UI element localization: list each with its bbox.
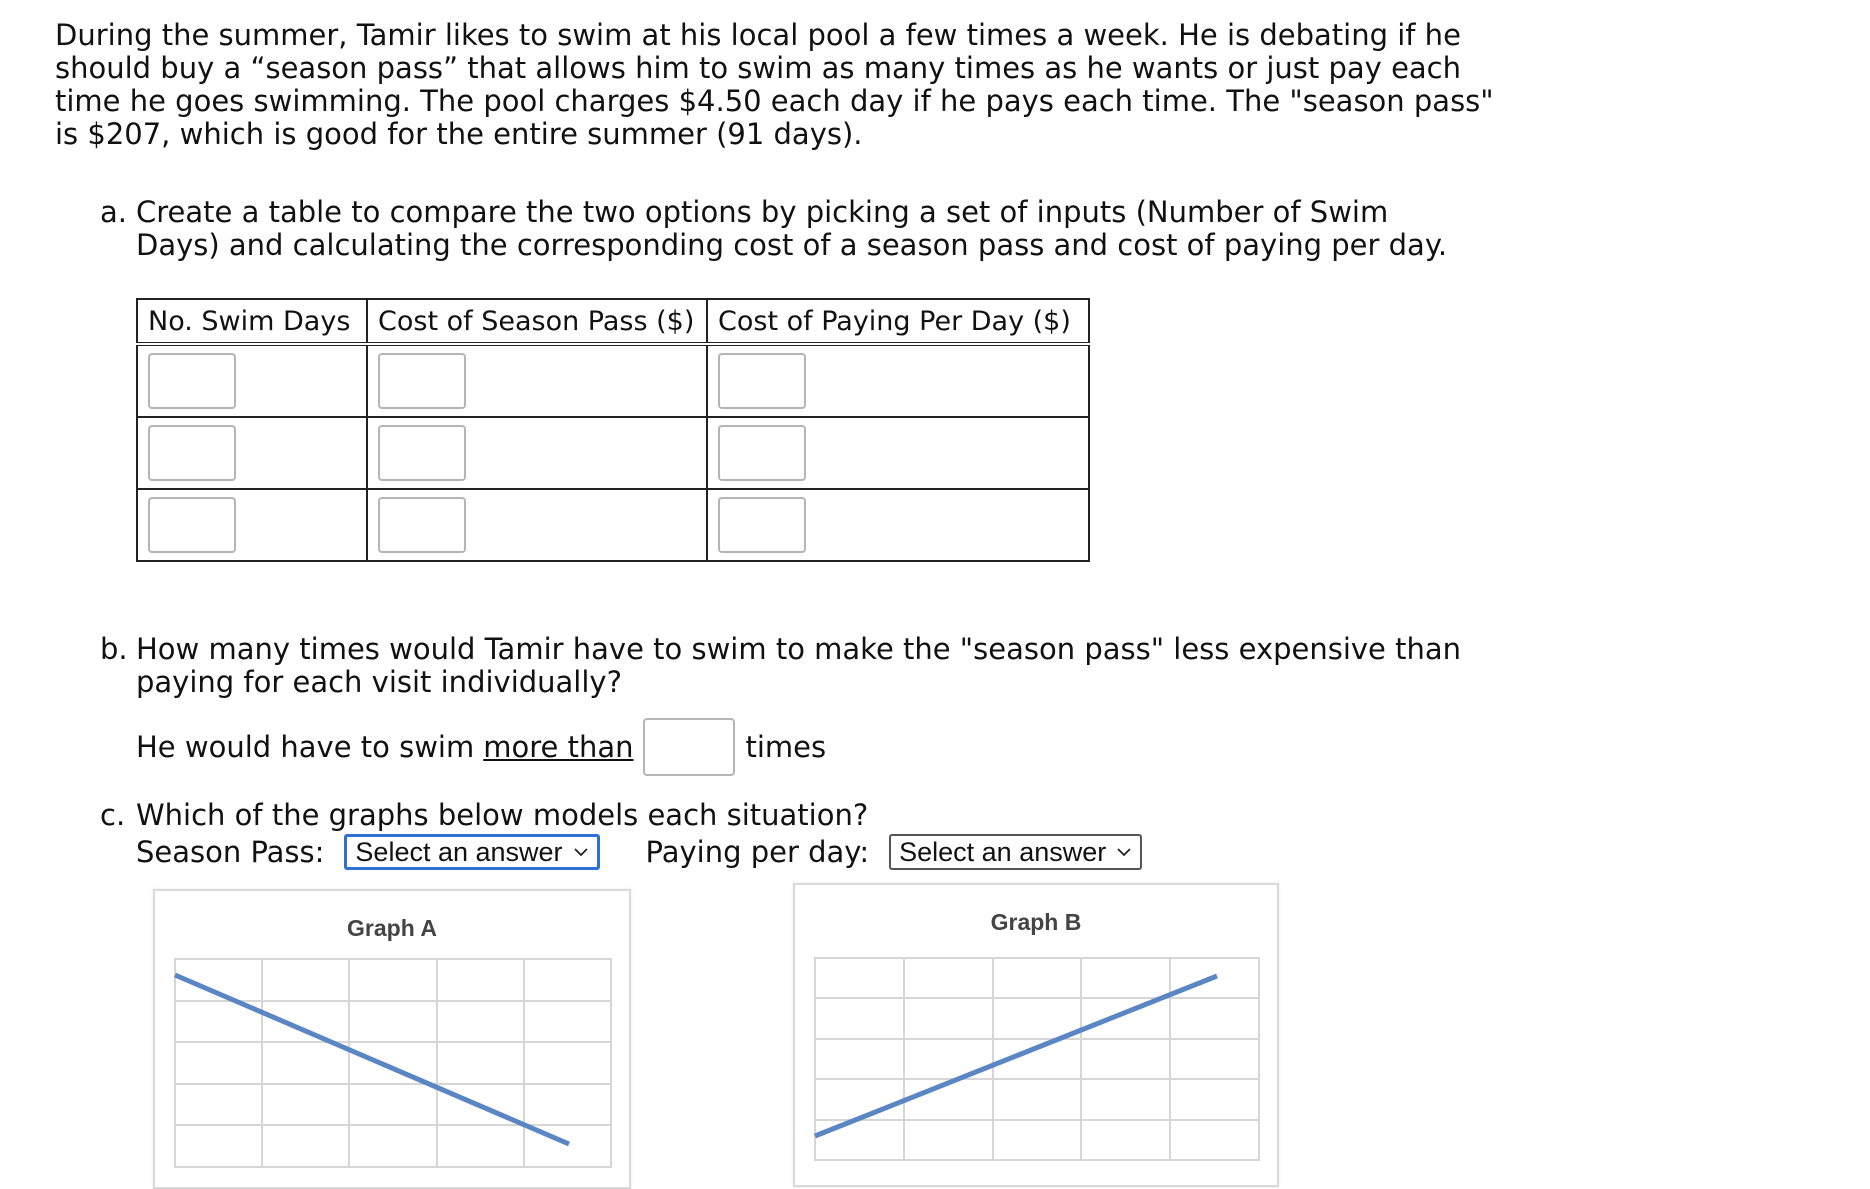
answer-more-than: more than — [483, 729, 634, 764]
graph-b-title: Graph B — [990, 909, 1082, 935]
part-b-answer-line — [136, 718, 826, 776]
chevron-down-icon — [1116, 844, 1132, 860]
graph-b-line — [815, 976, 1217, 1136]
per-day-select[interactable] — [889, 834, 1142, 870]
swim-days-input[interactable] — [148, 497, 236, 553]
swim-times-input[interactable] — [643, 718, 735, 776]
per-day-cost-input[interactable] — [718, 425, 806, 481]
table-row — [137, 489, 1089, 561]
comparison-table — [136, 298, 1090, 562]
per-day-cost-input[interactable] — [718, 497, 806, 553]
chevron-down-icon — [573, 844, 589, 860]
part-a-text: Create a table to compare the two options by picking a set of inputs (Number of Swim Days) and calculating the corresponding cost of a season pass and cost of paying per day. — [136, 195, 1448, 262]
season-pass-cost-input[interactable] — [378, 425, 466, 481]
per-day-cost-input[interactable] — [718, 353, 806, 409]
answer-prefix: He would have to swim — [136, 729, 475, 764]
per-day-select-value: Select an answer — [899, 836, 1107, 867]
table-row — [137, 344, 1089, 417]
part-a — [100, 196, 1480, 262]
season-pass-select[interactable] — [344, 834, 599, 870]
part-c-selects — [136, 834, 1142, 870]
season-pass-cost-input[interactable] — [378, 497, 466, 553]
season-pass-select-value: Select an answer — [355, 836, 563, 867]
part-b-letter: b. — [100, 632, 128, 666]
part-c-text: Which of the graphs below models each situation? — [136, 798, 869, 832]
col-header-swim-days: No. Swim Days — [137, 299, 367, 344]
part-c-letter: c. — [100, 798, 126, 832]
graph-b-panel — [793, 883, 1279, 1187]
part-b — [100, 633, 1480, 699]
part-a-letter: a. — [100, 195, 127, 229]
swim-days-input[interactable] — [148, 425, 236, 481]
table-row — [137, 417, 1089, 489]
graph-a-panel — [153, 889, 631, 1189]
col-header-season-pass: Cost of Season Pass ($) — [367, 299, 707, 344]
part-c — [100, 799, 868, 832]
graph-a-plot — [155, 891, 629, 1187]
answer-suffix: times — [745, 729, 827, 764]
swim-days-input[interactable] — [148, 353, 236, 409]
part-b-text: How many times would Tamir have to swim to make the "season pass" less expensive than paying for each visit individually? — [136, 632, 1462, 699]
season-pass-label: Season Pass: — [136, 834, 325, 869]
graph-b-plot — [795, 885, 1277, 1185]
graph-a-title: Graph A — [347, 915, 437, 941]
col-header-per-day: Cost of Paying Per Day ($) — [707, 299, 1089, 344]
problem-intro: During the summer, Tamir likes to swim at his local pool a few times a week. He is debating if he should buy a “season pass” that allows him to swim as many times as he wants or just pay each time he goes swimming. The pool charges $4.50 each day if he pays each time. The "season pass" is $207, which is good for the entire summer (91 days). — [55, 18, 1494, 151]
per-day-label: Paying per day: — [645, 834, 870, 869]
season-pass-cost-input[interactable] — [378, 353, 466, 409]
